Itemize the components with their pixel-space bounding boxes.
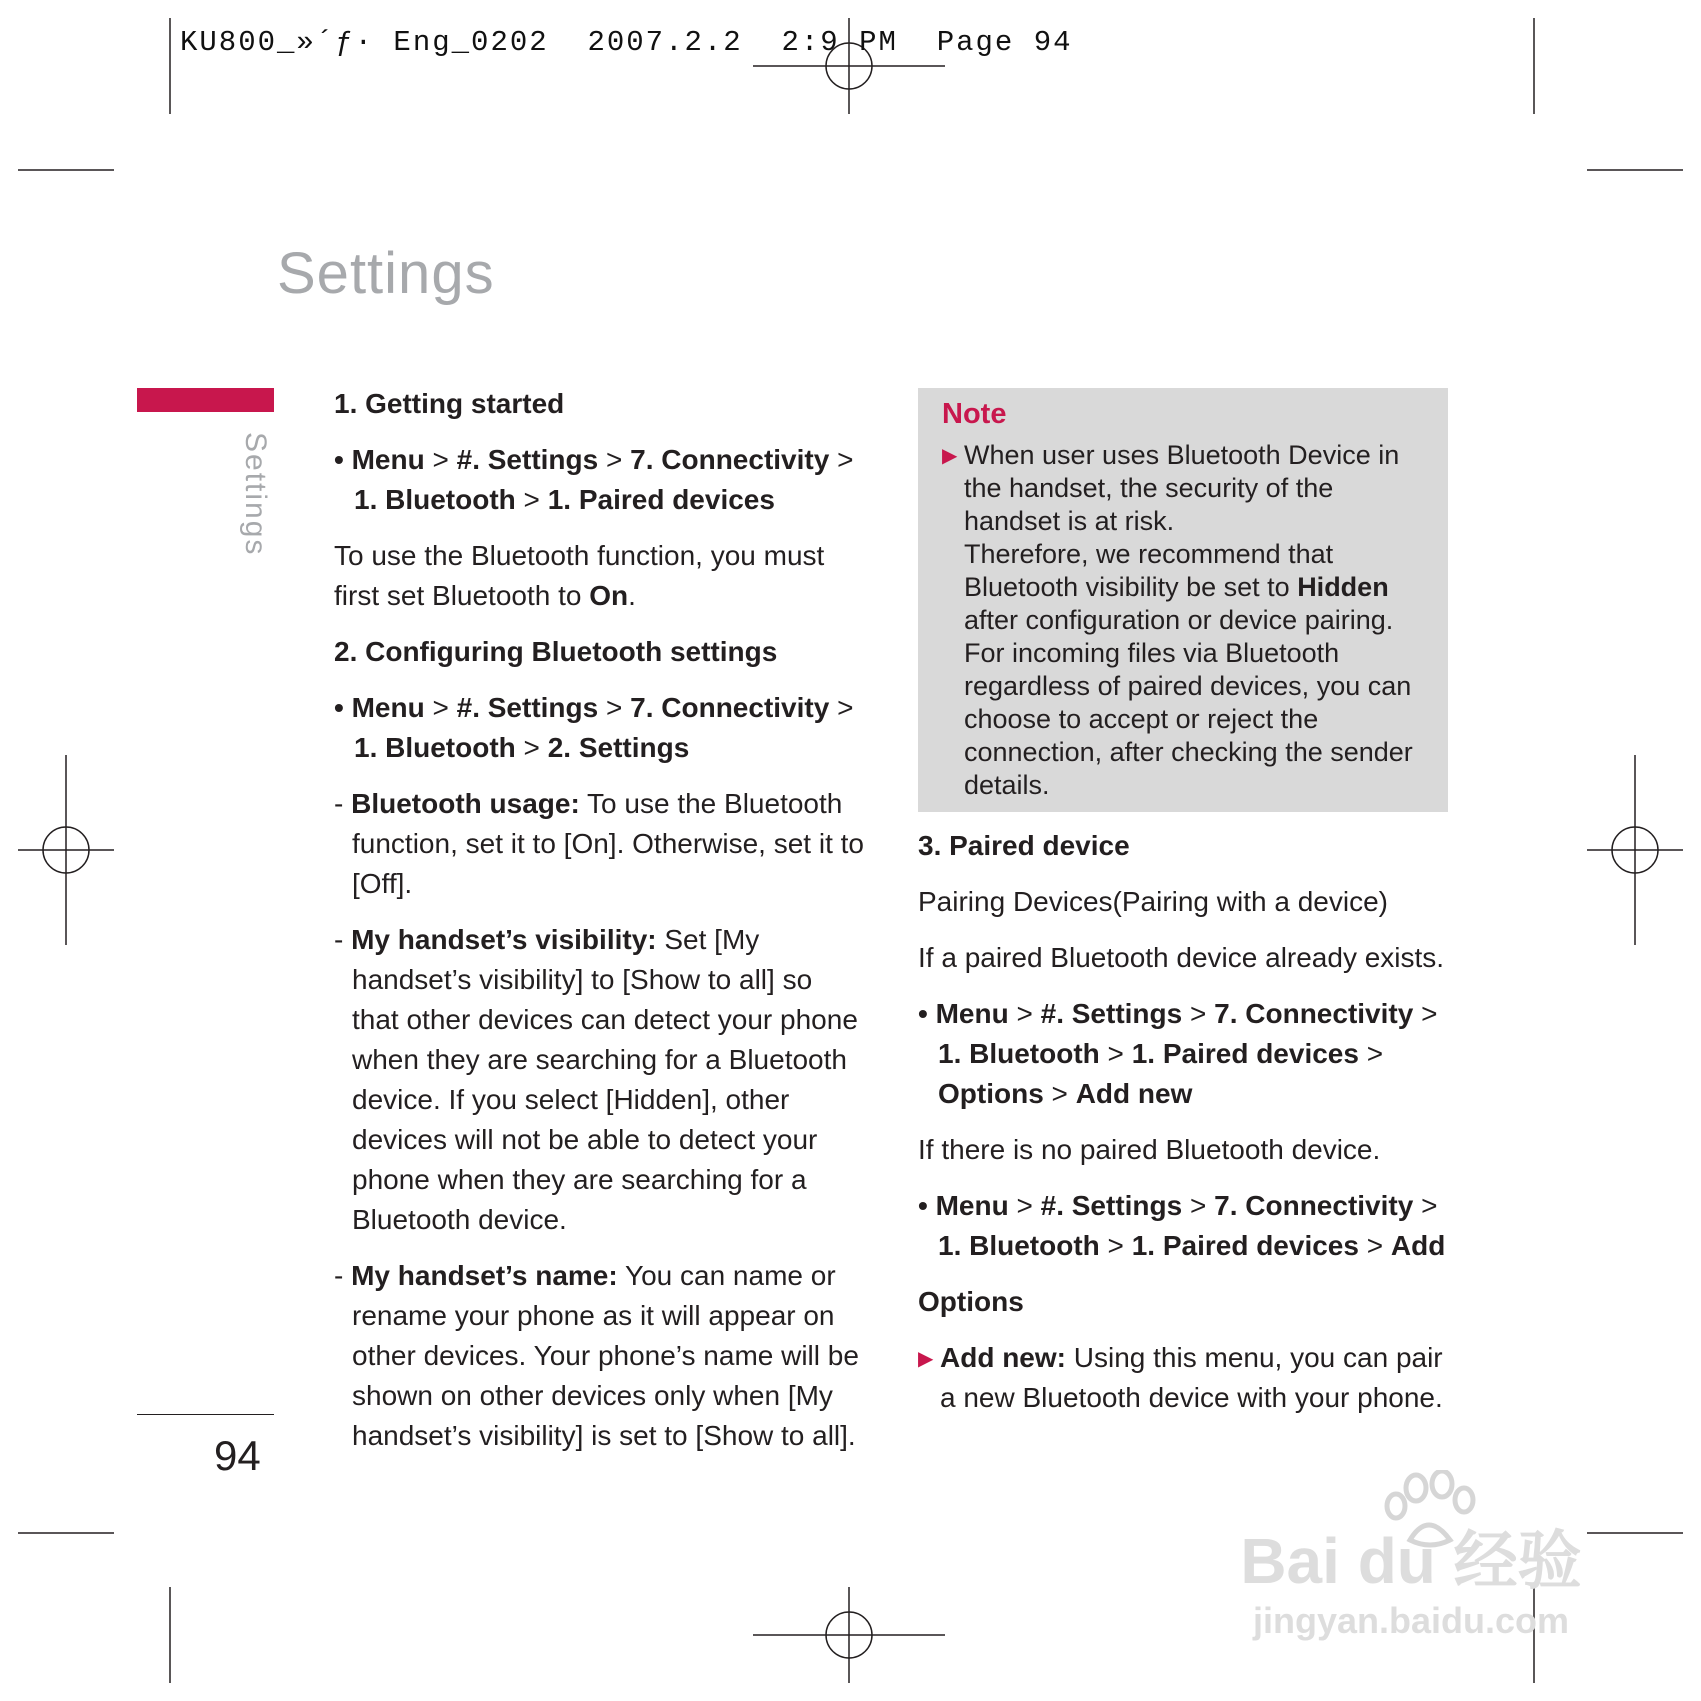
item-handset-visibility: - My handset’s visibility: Set [My handset’s visibility] to [Show to all] so that other devices can detect your phone when they are searching for a Bluetooth device. If you select [Hidden], other devices will not be able to detect your phone when they are searching for a Bluetooth device. <box>334 924 858 1235</box>
menu-path-configuring: • Menu > #. Settings > 7. Connectivity > 1. Bluetooth > 2. Settings <box>334 692 854 763</box>
section-heading-paired-device: 3. Paired device <box>918 830 1130 861</box>
item-handset-name: - My handset’s name: You can name or rename your phone as it will appear on other devices. Your phone’s name will be shown on other devices only when [My handset’s visibility] is set to [Show to all]. <box>334 1260 859 1451</box>
note-title: Note <box>942 398 1007 430</box>
triangle-bullet-icon: ▶ <box>942 445 958 467</box>
item-bluetooth-usage: - Bluetooth usage: To use the Bluetooth function, set it to [On]. Otherwise, set it to [Off]. <box>334 788 864 899</box>
note-line-security: When user uses Bluetooth Device in the handset, the security of the handset is at risk. <box>964 440 1400 536</box>
menu-path-getting-started: • Menu > #. Settings > 7. Connectivity > 1. Bluetooth > 1. Paired devices <box>334 444 854 515</box>
no-paired-text: If there is no paired Bluetooth device. <box>918 1134 1381 1165</box>
item-add-new: ▶ Add new: Using this menu, you can pair a new Bluetooth device with your phone. <box>918 1338 1448 1418</box>
getting-started-text: To use the Bluetooth function, you must first set Bluetooth to On. <box>334 540 825 611</box>
note-line-incoming: For incoming files via Bluetooth regardless of paired devices, you can choose to accept or reject the connection, after checking the sender details. <box>964 638 1413 800</box>
watermark-main-text: Bai du 经验 <box>1240 1525 1582 1597</box>
note-box <box>918 388 1448 812</box>
paired-exists-text: If a paired Bluetooth device already exists. <box>918 942 1445 973</box>
page-title: Settings <box>277 241 495 306</box>
baidu-watermark <box>1216 1470 1606 1670</box>
note-body <box>942 439 1422 802</box>
note-line-recommend: Therefore, we recommend that Bluetooth visibility be set to Hidden after configuration or device pairing. <box>964 539 1394 635</box>
left-column <box>334 384 864 1472</box>
print-slug-header: KU800_»´ƒ· Eng_0202 2007.2.2 2:9 PM Page 94 <box>180 26 1073 59</box>
menu-path-add-new: • Menu > #. Settings > 7. Connectivity > 1. Bluetooth > 1. Paired devices > Options > Add new <box>918 998 1438 1109</box>
section-accent-bar <box>137 388 274 412</box>
side-section-label: Settings <box>239 432 272 557</box>
watermark-url: jingyan.baidu.com <box>1252 1600 1570 1641</box>
options-heading: Options <box>918 1286 1024 1317</box>
page-number: 94 <box>214 1432 261 1479</box>
triangle-bullet-icon: ▶ <box>918 1348 934 1370</box>
section-heading-getting-started: 1. Getting started <box>334 388 565 419</box>
paired-device-intro: Pairing Devices(Pairing with a device) <box>918 886 1388 917</box>
right-column <box>918 388 1448 1434</box>
section-heading-configuring: 2. Configuring Bluetooth settings <box>334 636 778 667</box>
page-number-rule <box>137 1414 274 1415</box>
menu-path-add: • Menu > #. Settings > 7. Connectivity > 1. Bluetooth > 1. Paired devices > Add <box>918 1190 1446 1261</box>
